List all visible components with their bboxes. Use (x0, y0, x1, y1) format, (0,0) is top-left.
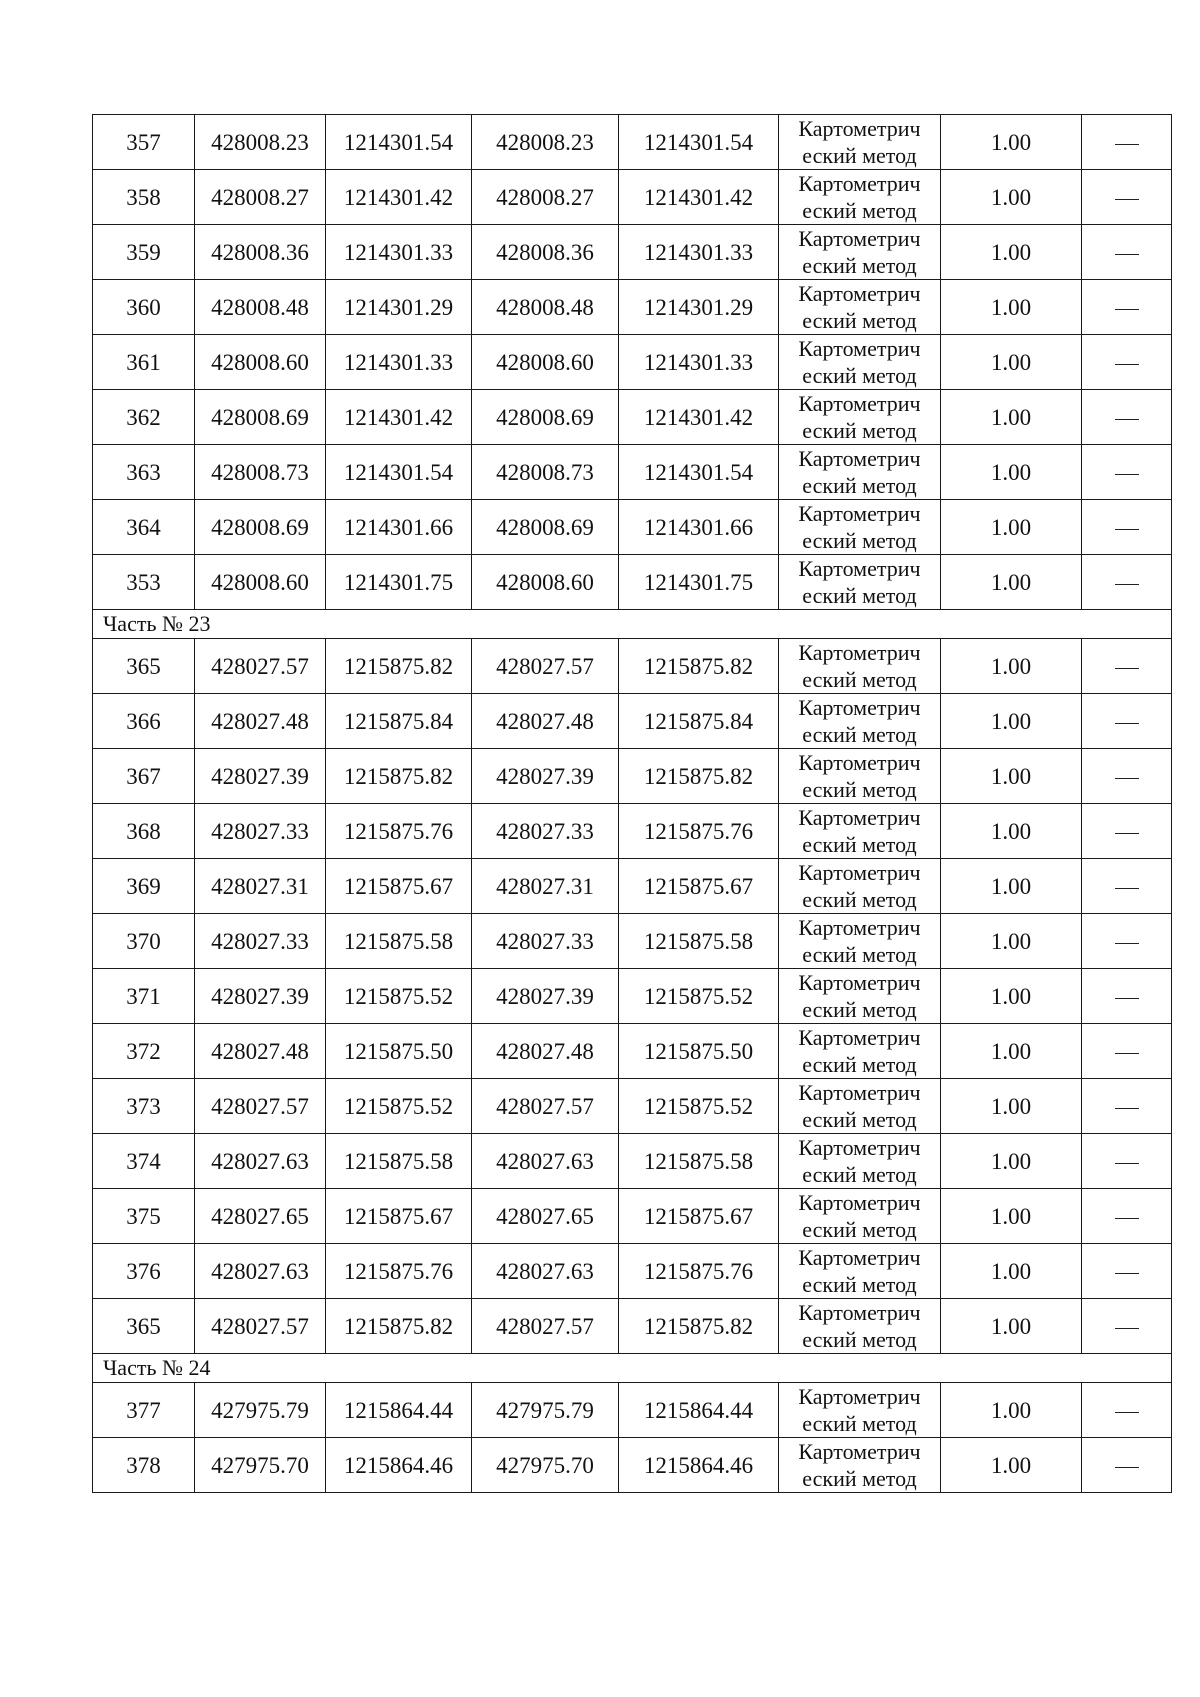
method-cell (779, 1079, 941, 1134)
table-row (93, 1134, 1172, 1189)
table-row (93, 555, 1172, 610)
point-number-cell: 361 (93, 335, 195, 390)
y-coordinate-cell: 1215875.58 (619, 914, 779, 969)
dash-mark (1115, 723, 1139, 724)
accuracy-cell: 1.00 (941, 1079, 1082, 1134)
method-text-line-2: еский метод (802, 143, 917, 168)
y-coordinate-cell: 1214301.75 (619, 555, 779, 610)
description-cell (1082, 804, 1172, 859)
x-coordinate-cell: 428027.57 (472, 1079, 619, 1134)
accuracy-cell: 1.00 (941, 555, 1082, 610)
y-coordinate-cell: 1214301.42 (326, 390, 472, 445)
accuracy-cell: 1.00 (941, 170, 1082, 225)
method-text-line-1: Картометрич (798, 1384, 921, 1409)
x-coordinate-cell: 428027.33 (472, 804, 619, 859)
y-coordinate-cell: 1214301.75 (326, 555, 472, 610)
y-coordinate-cell: 1215875.67 (619, 1189, 779, 1244)
accuracy-cell: 1.00 (941, 335, 1082, 390)
method-text-line-2: еский метод (802, 363, 917, 388)
x-coordinate-cell: 427975.70 (472, 1438, 619, 1493)
dash-mark (1115, 419, 1139, 420)
dash-mark (1115, 529, 1139, 530)
y-coordinate-cell: 1214301.29 (619, 280, 779, 335)
table-row (93, 1079, 1172, 1134)
method-text-line-1: Картометрич (798, 556, 921, 581)
x-coordinate-cell: 428008.73 (195, 445, 326, 500)
x-coordinate-cell: 428027.31 (195, 859, 326, 914)
method-text-line-1: Картометрич (798, 1025, 921, 1050)
table-row (93, 639, 1172, 694)
point-number-cell: 362 (93, 390, 195, 445)
method-text-line-2: еский метод (802, 1217, 917, 1242)
method-text-line-1: Картометрич (798, 1135, 921, 1160)
table-row (93, 749, 1172, 804)
description-cell (1082, 390, 1172, 445)
description-cell (1082, 335, 1172, 390)
x-coordinate-cell: 428027.48 (195, 1024, 326, 1079)
y-coordinate-cell: 1214301.54 (619, 115, 779, 170)
accuracy-cell: 1.00 (941, 694, 1082, 749)
method-text-line-2: еский метод (802, 583, 917, 608)
y-coordinate-cell: 1215875.82 (326, 639, 472, 694)
x-coordinate-cell: 428008.60 (195, 335, 326, 390)
table-row (93, 914, 1172, 969)
point-number-cell: 360 (93, 280, 195, 335)
y-coordinate-cell: 1214301.42 (326, 170, 472, 225)
x-coordinate-cell: 428027.33 (472, 914, 619, 969)
x-coordinate-cell: 428008.69 (472, 390, 619, 445)
description-cell (1082, 969, 1172, 1024)
x-coordinate-cell: 428027.65 (472, 1189, 619, 1244)
coordinates-table (92, 114, 1172, 1493)
dash-mark (1115, 1328, 1139, 1329)
method-text-line-1: Картометрич (798, 226, 921, 251)
description-cell (1082, 639, 1172, 694)
method-text-line-1: Картометрич (798, 446, 921, 471)
y-coordinate-cell: 1215875.52 (326, 1079, 472, 1134)
y-coordinate-cell: 1215875.82 (619, 639, 779, 694)
y-coordinate-cell: 1214301.33 (326, 335, 472, 390)
accuracy-cell: 1.00 (941, 1383, 1082, 1438)
method-text-line-1: Картометрич (798, 750, 921, 775)
y-coordinate-cell: 1215875.52 (326, 969, 472, 1024)
table-row (93, 1244, 1172, 1299)
x-coordinate-cell: 428027.33 (195, 804, 326, 859)
method-text-line-1: Картометрич (798, 1439, 921, 1464)
method-text-line-1: Картометрич (798, 171, 921, 196)
method-cell (779, 280, 941, 335)
accuracy-cell: 1.00 (941, 914, 1082, 969)
y-coordinate-cell: 1214301.66 (619, 500, 779, 555)
y-coordinate-cell: 1215875.67 (326, 1189, 472, 1244)
accuracy-cell: 1.00 (941, 1024, 1082, 1079)
method-text-line-2: еский метод (802, 198, 917, 223)
y-coordinate-cell: 1215875.82 (326, 749, 472, 804)
section-header-row (93, 610, 1172, 639)
method-text-line-2: еский метод (802, 253, 917, 278)
dash-mark (1115, 998, 1139, 999)
accuracy-cell: 1.00 (941, 1299, 1082, 1354)
point-number-cell: 368 (93, 804, 195, 859)
description-cell (1082, 694, 1172, 749)
table-row (93, 500, 1172, 555)
x-coordinate-cell: 428027.39 (472, 749, 619, 804)
point-number-cell: 359 (93, 225, 195, 280)
y-coordinate-cell: 1215875.52 (619, 969, 779, 1024)
table-body (93, 115, 1172, 1493)
x-coordinate-cell: 428027.57 (195, 1079, 326, 1134)
method-text-line-1: Картометрич (798, 1245, 921, 1270)
method-text-line-1: Картометрич (798, 640, 921, 665)
point-number-cell: 367 (93, 749, 195, 804)
description-cell (1082, 445, 1172, 500)
method-text-line-2: еский метод (802, 1272, 917, 1297)
y-coordinate-cell: 1214301.54 (326, 445, 472, 500)
y-coordinate-cell: 1215864.44 (326, 1383, 472, 1438)
table-row (93, 390, 1172, 445)
dash-mark (1115, 199, 1139, 200)
method-cell (779, 969, 941, 1024)
x-coordinate-cell: 428027.57 (195, 639, 326, 694)
table-row (93, 1438, 1172, 1493)
y-coordinate-cell: 1214301.33 (326, 225, 472, 280)
x-coordinate-cell: 428027.57 (472, 1299, 619, 1354)
point-number-cell: 378 (93, 1438, 195, 1493)
x-coordinate-cell: 428027.48 (472, 1024, 619, 1079)
x-coordinate-cell: 428027.48 (195, 694, 326, 749)
x-coordinate-cell: 428008.48 (195, 280, 326, 335)
method-cell (779, 749, 941, 804)
method-text-line-2: еский метод (802, 942, 917, 967)
method-cell (779, 1024, 941, 1079)
accuracy-cell: 1.00 (941, 1189, 1082, 1244)
accuracy-cell: 1.00 (941, 280, 1082, 335)
table-row (93, 859, 1172, 914)
table-row (93, 115, 1172, 170)
point-number-cell: 357 (93, 115, 195, 170)
method-text-line-1: Картометрич (798, 116, 921, 141)
accuracy-cell: 1.00 (941, 1244, 1082, 1299)
method-text-line-1: Картометрич (798, 336, 921, 361)
y-coordinate-cell: 1215864.46 (619, 1438, 779, 1493)
method-text-line-2: еский метод (802, 1327, 917, 1352)
dash-mark (1115, 254, 1139, 255)
x-coordinate-cell: 428008.27 (472, 170, 619, 225)
x-coordinate-cell: 428027.39 (472, 969, 619, 1024)
dash-mark (1115, 833, 1139, 834)
table-row (93, 1299, 1172, 1354)
dash-mark (1115, 778, 1139, 779)
y-coordinate-cell: 1215875.84 (326, 694, 472, 749)
method-text-line-1: Картометрич (798, 281, 921, 306)
y-coordinate-cell: 1215875.58 (326, 1134, 472, 1189)
table-row (93, 1189, 1172, 1244)
dash-mark (1115, 474, 1139, 475)
table-row (93, 969, 1172, 1024)
method-text-line-1: Картометрич (798, 970, 921, 995)
y-coordinate-cell: 1215875.50 (326, 1024, 472, 1079)
x-coordinate-cell: 428008.69 (195, 390, 326, 445)
method-text-line-1: Картометрич (798, 501, 921, 526)
method-cell (779, 1189, 941, 1244)
point-number-cell: 375 (93, 1189, 195, 1244)
y-coordinate-cell: 1214301.42 (619, 170, 779, 225)
description-cell (1082, 500, 1172, 555)
dash-mark (1115, 888, 1139, 889)
x-coordinate-cell: 428008.73 (472, 445, 619, 500)
method-cell (779, 445, 941, 500)
method-text-line-1: Картометрич (798, 1080, 921, 1105)
method-text-line-1: Картометрич (798, 805, 921, 830)
x-coordinate-cell: 428027.63 (195, 1244, 326, 1299)
x-coordinate-cell: 428008.60 (472, 555, 619, 610)
y-coordinate-cell: 1215875.67 (619, 859, 779, 914)
description-cell (1082, 1134, 1172, 1189)
table-row (93, 445, 1172, 500)
description-cell (1082, 914, 1172, 969)
accuracy-cell: 1.00 (941, 639, 1082, 694)
method-cell (779, 170, 941, 225)
y-coordinate-cell: 1215875.58 (619, 1134, 779, 1189)
x-coordinate-cell: 428008.48 (472, 280, 619, 335)
y-coordinate-cell: 1215875.76 (326, 1244, 472, 1299)
point-number-cell: 370 (93, 914, 195, 969)
description-cell (1082, 115, 1172, 170)
method-cell (779, 914, 941, 969)
x-coordinate-cell: 428027.48 (472, 694, 619, 749)
description-cell (1082, 1438, 1172, 1493)
description-cell (1082, 1383, 1172, 1438)
accuracy-cell: 1.00 (941, 115, 1082, 170)
description-cell (1082, 1024, 1172, 1079)
section-title: Часть № 23 (93, 610, 1172, 639)
y-coordinate-cell: 1214301.42 (619, 390, 779, 445)
method-text-line-1: Картометрич (798, 1190, 921, 1215)
method-text-line-2: еский метод (802, 528, 917, 553)
accuracy-cell: 1.00 (941, 1134, 1082, 1189)
table-row (93, 804, 1172, 859)
section-header-row (93, 1354, 1172, 1383)
method-cell (779, 804, 941, 859)
method-text-line-1: Картометрич (798, 1300, 921, 1325)
method-text-line-1: Картометрич (798, 695, 921, 720)
method-text-line-2: еский метод (802, 777, 917, 802)
x-coordinate-cell: 428008.23 (472, 115, 619, 170)
method-text-line-2: еский метод (802, 1052, 917, 1077)
x-coordinate-cell: 428027.31 (472, 859, 619, 914)
point-number-cell: 358 (93, 170, 195, 225)
x-coordinate-cell: 428008.69 (472, 500, 619, 555)
method-cell (779, 1383, 941, 1438)
table-row (93, 694, 1172, 749)
method-text-line-1: Картометрич (798, 915, 921, 940)
method-text-line-2: еский метод (802, 1162, 917, 1187)
x-coordinate-cell: 428008.23 (195, 115, 326, 170)
description-cell (1082, 1189, 1172, 1244)
y-coordinate-cell: 1214301.33 (619, 335, 779, 390)
y-coordinate-cell: 1215875.52 (619, 1079, 779, 1134)
point-number-cell: 377 (93, 1383, 195, 1438)
point-number-cell: 372 (93, 1024, 195, 1079)
y-coordinate-cell: 1215875.84 (619, 694, 779, 749)
dash-mark (1115, 1108, 1139, 1109)
method-cell (779, 639, 941, 694)
x-coordinate-cell: 428008.36 (472, 225, 619, 280)
method-cell (779, 115, 941, 170)
y-coordinate-cell: 1214301.33 (619, 225, 779, 280)
accuracy-cell: 1.00 (941, 1438, 1082, 1493)
method-cell (779, 1134, 941, 1189)
x-coordinate-cell: 428008.36 (195, 225, 326, 280)
x-coordinate-cell: 428027.57 (472, 639, 619, 694)
description-cell (1082, 859, 1172, 914)
dash-mark (1115, 1218, 1139, 1219)
dash-mark (1115, 584, 1139, 585)
point-number-cell: 366 (93, 694, 195, 749)
method-text-line-2: еский метод (802, 308, 917, 333)
description-cell (1082, 280, 1172, 335)
method-cell (779, 555, 941, 610)
accuracy-cell: 1.00 (941, 749, 1082, 804)
x-coordinate-cell: 427975.79 (195, 1383, 326, 1438)
x-coordinate-cell: 428027.39 (195, 749, 326, 804)
y-coordinate-cell: 1215864.46 (326, 1438, 472, 1493)
x-coordinate-cell: 428027.63 (472, 1134, 619, 1189)
method-text-line-2: еский метод (802, 1107, 917, 1132)
accuracy-cell: 1.00 (941, 390, 1082, 445)
dash-mark (1115, 943, 1139, 944)
point-number-cell: 369 (93, 859, 195, 914)
method-cell (779, 225, 941, 280)
description-cell (1082, 1079, 1172, 1134)
y-coordinate-cell: 1215875.82 (619, 1299, 779, 1354)
dash-mark (1115, 1412, 1139, 1413)
description-cell (1082, 1299, 1172, 1354)
table-row (93, 280, 1172, 335)
method-cell (779, 390, 941, 445)
y-coordinate-cell: 1214301.54 (326, 115, 472, 170)
method-cell (779, 335, 941, 390)
x-coordinate-cell: 428008.60 (195, 555, 326, 610)
y-coordinate-cell: 1215875.76 (619, 1244, 779, 1299)
x-coordinate-cell: 428027.63 (472, 1244, 619, 1299)
method-cell (779, 859, 941, 914)
dash-mark (1115, 1163, 1139, 1164)
y-coordinate-cell: 1215875.58 (326, 914, 472, 969)
table-row (93, 170, 1172, 225)
method-text-line-2: еский метод (802, 473, 917, 498)
point-number-cell: 374 (93, 1134, 195, 1189)
accuracy-cell: 1.00 (941, 804, 1082, 859)
method-text-line-2: еский метод (802, 1411, 917, 1436)
description-cell (1082, 1244, 1172, 1299)
point-number-cell: 353 (93, 555, 195, 610)
method-cell (779, 1244, 941, 1299)
dash-mark (1115, 144, 1139, 145)
method-text-line-2: еский метод (802, 832, 917, 857)
method-cell (779, 1299, 941, 1354)
y-coordinate-cell: 1215875.67 (326, 859, 472, 914)
x-coordinate-cell: 428027.65 (195, 1189, 326, 1244)
accuracy-cell: 1.00 (941, 445, 1082, 500)
dash-mark (1115, 1273, 1139, 1274)
point-number-cell: 376 (93, 1244, 195, 1299)
y-coordinate-cell: 1215875.82 (326, 1299, 472, 1354)
y-coordinate-cell: 1215864.44 (619, 1383, 779, 1438)
method-text-line-2: еский метод (802, 1466, 917, 1491)
method-text-line-1: Картометрич (798, 860, 921, 885)
table-row (93, 1024, 1172, 1079)
x-coordinate-cell: 428027.63 (195, 1134, 326, 1189)
description-cell (1082, 749, 1172, 804)
y-coordinate-cell: 1215875.50 (619, 1024, 779, 1079)
method-text-line-2: еский метод (802, 997, 917, 1022)
accuracy-cell: 1.00 (941, 969, 1082, 1024)
table-row (93, 225, 1172, 280)
y-coordinate-cell: 1214301.54 (619, 445, 779, 500)
point-number-cell: 365 (93, 639, 195, 694)
section-title: Часть № 24 (93, 1354, 1172, 1383)
accuracy-cell: 1.00 (941, 225, 1082, 280)
x-coordinate-cell: 428008.69 (195, 500, 326, 555)
dash-mark (1115, 668, 1139, 669)
x-coordinate-cell: 428027.39 (195, 969, 326, 1024)
x-coordinate-cell: 427975.70 (195, 1438, 326, 1493)
point-number-cell: 373 (93, 1079, 195, 1134)
y-coordinate-cell: 1214301.66 (326, 500, 472, 555)
accuracy-cell: 1.00 (941, 500, 1082, 555)
accuracy-cell: 1.00 (941, 859, 1082, 914)
dash-mark (1115, 364, 1139, 365)
y-coordinate-cell: 1214301.29 (326, 280, 472, 335)
x-coordinate-cell: 428027.33 (195, 914, 326, 969)
dash-mark (1115, 309, 1139, 310)
x-coordinate-cell: 428008.27 (195, 170, 326, 225)
table-row (93, 335, 1172, 390)
dash-mark (1115, 1053, 1139, 1054)
description-cell (1082, 225, 1172, 280)
method-text-line-2: еский метод (802, 418, 917, 443)
point-number-cell: 371 (93, 969, 195, 1024)
point-number-cell: 365 (93, 1299, 195, 1354)
method-cell (779, 1438, 941, 1493)
method-text-line-2: еский метод (802, 667, 917, 692)
y-coordinate-cell: 1215875.76 (326, 804, 472, 859)
method-text-line-1: Картометрич (798, 391, 921, 416)
method-text-line-2: еский метод (802, 722, 917, 747)
y-coordinate-cell: 1215875.82 (619, 749, 779, 804)
dash-mark (1115, 1467, 1139, 1468)
description-cell (1082, 555, 1172, 610)
method-text-line-2: еский метод (802, 887, 917, 912)
x-coordinate-cell: 428027.57 (195, 1299, 326, 1354)
table-row (93, 1383, 1172, 1438)
x-coordinate-cell: 428008.60 (472, 335, 619, 390)
point-number-cell: 363 (93, 445, 195, 500)
method-cell (779, 694, 941, 749)
x-coordinate-cell: 427975.79 (472, 1383, 619, 1438)
y-coordinate-cell: 1215875.76 (619, 804, 779, 859)
point-number-cell: 364 (93, 500, 195, 555)
method-cell (779, 500, 941, 555)
description-cell (1082, 170, 1172, 225)
